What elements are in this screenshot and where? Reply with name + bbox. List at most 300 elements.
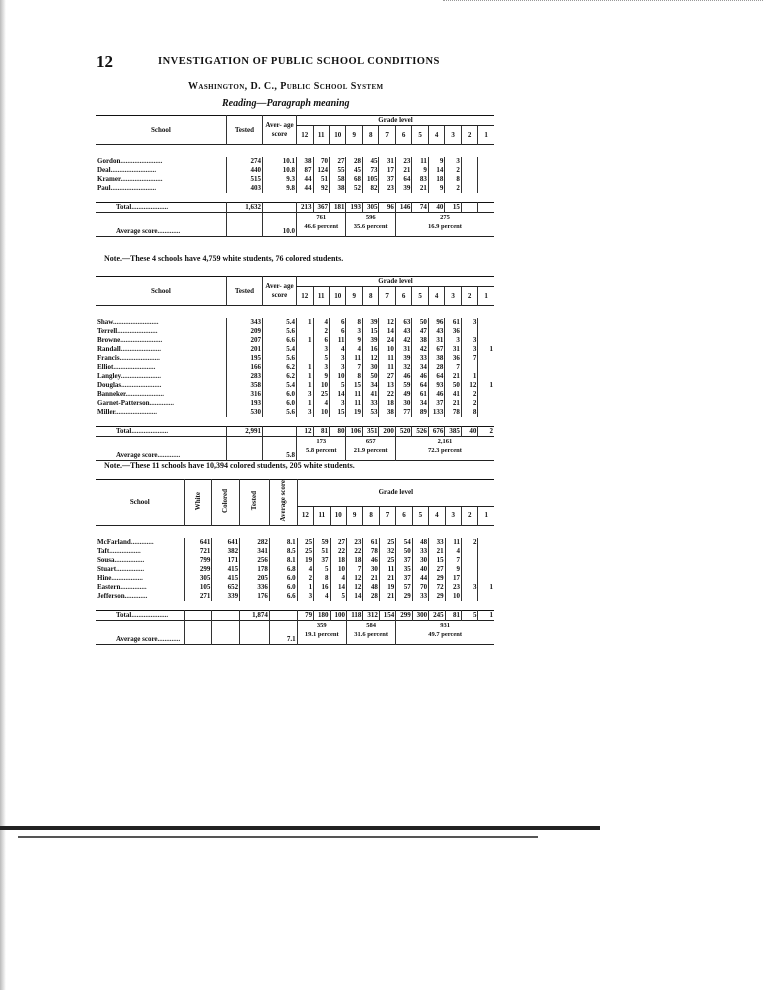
grade-cell: 11	[379, 565, 395, 574]
grade-cell: 4	[313, 318, 329, 327]
grade-cell: 50	[362, 372, 378, 381]
total-grade-cell: 40	[461, 427, 477, 437]
grade-cell: 30	[362, 363, 378, 372]
group-count: 359	[316, 621, 327, 629]
grade-cell: 70	[412, 583, 428, 592]
grade-col-header: 2	[462, 506, 478, 525]
col-school: School	[151, 286, 171, 295]
white-cell: 305	[184, 574, 212, 583]
grade-col-header: 8	[362, 287, 378, 306]
grade-cell: 29	[396, 592, 412, 601]
grade-col-header: 3	[445, 506, 461, 525]
grade-cell: 29	[429, 574, 445, 583]
total-grade-cell: 12	[297, 427, 313, 437]
grade-cell: 38	[297, 157, 313, 166]
grade-cell: 52	[346, 184, 362, 193]
grade-cell: 3	[313, 363, 329, 372]
grade-cell: 38	[428, 354, 444, 363]
group-percent: 46.6 percent	[304, 223, 339, 230]
grade-cell: 105	[362, 175, 378, 184]
grade-cell: 78	[363, 547, 379, 556]
grade-cell	[461, 184, 477, 193]
table-row	[96, 547, 494, 556]
grade-cell: 25	[297, 538, 313, 547]
table-row	[96, 184, 494, 193]
grade-cell: 5	[330, 592, 346, 601]
grade-cell: 18	[379, 399, 395, 408]
avg-cell: 6.6	[263, 336, 297, 345]
grade-cell: 9	[346, 336, 362, 345]
grade-cell: 1	[297, 336, 313, 345]
col-tested: Tested	[240, 480, 270, 526]
grade-col-header: 5	[412, 287, 428, 306]
grade-cell: 9	[412, 166, 428, 175]
group-percent: 5.8 percent	[305, 447, 337, 454]
grade-cell: 11	[346, 399, 362, 408]
dot-leader: .......................	[121, 381, 162, 389]
tested-cell: 274	[226, 157, 262, 166]
total-grade-cell: 118	[346, 610, 362, 620]
grade-cell	[478, 538, 494, 547]
tested-cell: 166	[226, 363, 262, 372]
grade-col-header: 1	[478, 126, 494, 145]
grade-cell: 2	[462, 538, 478, 547]
tested-cell: 176	[240, 592, 270, 601]
col-school: School	[151, 125, 171, 134]
grade-cell	[461, 363, 477, 372]
grade-cell: 13	[379, 381, 395, 390]
group-percent: 49.7 percent	[428, 630, 463, 638]
grade-cell: 34	[362, 381, 378, 390]
table-row	[96, 354, 494, 363]
avg-cell: 5.4	[263, 345, 297, 354]
grade-cell: 38	[412, 336, 428, 345]
grade-cell: 9	[313, 372, 329, 381]
table3-body	[96, 525, 494, 644]
grade-cell	[478, 399, 494, 408]
school-name: Eastern...............	[97, 582, 147, 591]
grade-cell: 10	[313, 381, 329, 390]
white-cell: 271	[184, 592, 212, 601]
average-score-row	[96, 437, 494, 461]
grade-cell: 4	[346, 345, 362, 354]
dot-leader: .............	[124, 591, 148, 600]
avg-cell: 5.6	[263, 354, 297, 363]
total-tested: 1,874	[240, 610, 270, 620]
table-row	[96, 175, 494, 184]
dot-leader: .............	[130, 537, 154, 546]
total-grade-cell: 180	[314, 610, 330, 620]
total-tested: 1,632	[226, 203, 262, 213]
grade-cell: 31	[379, 157, 395, 166]
tested-cell: 283	[226, 372, 262, 381]
grade-cell: 28	[346, 157, 362, 166]
grade-cell: 8	[461, 408, 477, 417]
grade-cell: 31	[395, 345, 411, 354]
grade-cell	[478, 354, 494, 363]
grade-col-header: 9	[346, 506, 362, 525]
grade-cell: 5	[329, 381, 345, 390]
group-count: 2,161	[437, 438, 453, 445]
col-white: White	[184, 480, 212, 526]
group-percent: 21.9 percent	[353, 447, 388, 454]
total-row	[96, 203, 494, 213]
score-group	[395, 437, 494, 461]
grade-cell	[478, 318, 494, 327]
grade-cell	[478, 336, 494, 345]
total-grade-cell: 40	[428, 203, 444, 213]
grade-cell: 23	[445, 583, 461, 592]
total-grade-cell: 80	[329, 427, 345, 437]
grade-cell: 39	[362, 336, 378, 345]
grade-cell	[461, 175, 477, 184]
grade-cell: 1	[478, 381, 494, 390]
school-name: Francis.......................	[97, 354, 160, 362]
colored-cell: 415	[212, 574, 240, 583]
school-name: Banneker......................	[97, 390, 165, 398]
table-row	[96, 363, 494, 372]
group-count: 173	[316, 438, 327, 445]
grade-cell: 22	[346, 547, 362, 556]
school-name: Randall.......................	[97, 345, 161, 353]
grade-col-header: 8	[363, 506, 379, 525]
grade-cell: 51	[314, 547, 330, 556]
avg-cell: 5.4	[263, 318, 297, 327]
empty-cell	[263, 427, 297, 437]
dot-leader: ........................	[120, 336, 163, 344]
grade-cell: 16	[314, 583, 330, 592]
total-grade-cell: 526	[412, 427, 428, 437]
group-percent: 16.9 percent	[428, 223, 462, 230]
grade-cell: 9	[445, 565, 461, 574]
grade-cell: 1	[297, 318, 313, 327]
grade-cell: 37	[379, 175, 395, 184]
grade-cell: 12	[346, 583, 362, 592]
group-count: 761	[316, 214, 327, 221]
dot-leader: .............	[157, 451, 181, 459]
total-grade-cell: 5	[462, 610, 478, 620]
grade-cell: 3	[329, 399, 345, 408]
tested-cell: 403	[226, 184, 262, 193]
table-row	[96, 399, 494, 408]
grade-cell: 37	[396, 574, 412, 583]
empty-cell	[226, 437, 262, 461]
dot-leader: .......................	[119, 354, 160, 362]
grade-cell: 2	[445, 184, 461, 193]
grade-cell: 18	[330, 556, 346, 565]
white-cell: 721	[184, 547, 212, 556]
grade-cell: 15	[429, 556, 445, 565]
grade-cell: 45	[362, 157, 378, 166]
total-grade-cell: 79	[297, 610, 313, 620]
grade-cell: 64	[395, 175, 411, 184]
grade-cell: 87	[297, 166, 313, 175]
group-count: 275	[440, 214, 450, 221]
avg-cell: 6.2	[263, 372, 297, 381]
total-grade-cell: 245	[429, 610, 445, 620]
note-2: Note.—These 11 schools have 10,394 colored students, 205 white students.	[104, 461, 355, 470]
colored-cell: 339	[212, 592, 240, 601]
spacer-row	[96, 417, 494, 427]
grade-cell: 50	[412, 318, 428, 327]
grade-cell	[478, 547, 494, 556]
grade-cell: 46	[363, 556, 379, 565]
school-name: Douglas.......................	[97, 381, 162, 389]
grade-cell: 21	[363, 574, 379, 583]
total-grade-cell: 520	[395, 427, 411, 437]
tested-cell: 195	[226, 354, 262, 363]
col-colored: Colored	[212, 480, 240, 526]
table-row	[96, 381, 494, 390]
total-grade-cell: 106	[346, 427, 362, 437]
grade-cell: 1	[478, 583, 494, 592]
grade-cell: 23	[395, 157, 411, 166]
grade-cell: 14	[428, 166, 444, 175]
grade-cell: 3	[297, 592, 313, 601]
grade-cell: 19	[346, 408, 362, 417]
page-edge-shadow	[0, 0, 6, 990]
colored-cell: 382	[212, 547, 240, 556]
dot-leader: ........................	[120, 175, 163, 183]
group-count: 584	[366, 621, 376, 629]
grade-cell: 7	[346, 363, 362, 372]
grade-col-header: 12	[297, 287, 313, 306]
running-head: INVESTIGATION OF PUBLIC SCHOOL CONDITIONS	[158, 56, 440, 67]
grade-cell: 25	[379, 556, 395, 565]
grade-cell: 2	[461, 399, 477, 408]
grade-cell: 59	[395, 381, 411, 390]
table-row	[96, 565, 494, 574]
grade-col-header: 10	[329, 126, 345, 145]
avg-cell: 10.1	[263, 157, 297, 166]
grade-cell: 58	[329, 175, 345, 184]
school-name: Shaw..........................	[97, 318, 159, 326]
table-row	[96, 538, 494, 547]
grade-cell: 3	[313, 345, 329, 354]
grade-col-header: 11	[313, 126, 329, 145]
grade-cell: 9	[428, 157, 444, 166]
grade-cell: 11	[346, 390, 362, 399]
grade-cell: 53	[362, 408, 378, 417]
grade-cell: 29	[429, 592, 445, 601]
grade-cell: 35	[396, 565, 412, 574]
grade-col-header: 5	[412, 506, 428, 525]
grade-cell: 124	[313, 166, 329, 175]
grade-col-header: 8	[362, 126, 378, 145]
total-grade-cell: 96	[379, 203, 395, 213]
grade-cell: 27	[330, 538, 346, 547]
dot-leader: .............	[157, 634, 181, 643]
col-grade-level: Grade level	[297, 480, 494, 507]
grade-cell: 27	[379, 372, 395, 381]
grade-cell: 21	[379, 574, 395, 583]
scan-edge-line	[0, 826, 600, 830]
grade-cell: 15	[362, 327, 378, 336]
table-row	[96, 583, 494, 592]
total-grade-cell: 305	[362, 203, 378, 213]
tested-cell: 205	[240, 574, 270, 583]
grade-cell	[478, 363, 494, 372]
grade-col-header: 6	[395, 126, 411, 145]
tested-cell: 193	[226, 399, 262, 408]
grade-cell: 39	[395, 354, 411, 363]
total-grade-cell: 300	[412, 610, 428, 620]
grade-cell: 22	[330, 547, 346, 556]
grade-cell	[478, 574, 494, 583]
grade-cell: 8	[346, 372, 362, 381]
grade-cell: 49	[395, 390, 411, 399]
colored-cell: 415	[212, 565, 240, 574]
grade-cell: 39	[362, 318, 378, 327]
empty-cell	[212, 610, 240, 620]
grade-cell: 3	[461, 336, 477, 345]
table-row	[96, 336, 494, 345]
grade-cell: 1	[297, 372, 313, 381]
grade-cell	[478, 184, 494, 193]
grade-cell: 27	[429, 565, 445, 574]
table2-body	[96, 306, 494, 461]
white-cell: 641	[184, 538, 212, 547]
grade-cell: 12	[461, 381, 477, 390]
grade-cell: 64	[412, 381, 428, 390]
grade-cell: 83	[412, 175, 428, 184]
grade-col-header: 12	[297, 126, 313, 145]
grade-col-header: 1	[478, 506, 494, 525]
empty-cell	[263, 203, 297, 213]
total-grade-cell: 81	[445, 610, 461, 620]
grade-cell: 30	[363, 565, 379, 574]
grade-col-header: 4	[428, 287, 444, 306]
group-percent: 35.6 percent	[353, 223, 388, 230]
empty-cell	[240, 620, 270, 644]
grade-col-header: 3	[445, 287, 461, 306]
grade-cell	[478, 157, 494, 166]
white-cell: 105	[184, 583, 212, 592]
grade-cell: 10	[379, 345, 395, 354]
grade-cell: 54	[396, 538, 412, 547]
score-group	[396, 620, 494, 644]
col-average-score: Average score	[269, 480, 297, 526]
grade-cell: 41	[362, 390, 378, 399]
school-name: McFarland.............	[97, 537, 154, 546]
average-label: Average score.............	[116, 227, 181, 235]
col-average-score: Aver- age score	[263, 116, 297, 145]
grade-cell: 3	[297, 408, 313, 417]
school-name: Browne........................	[97, 336, 163, 344]
score-group	[346, 437, 395, 461]
grade-cell: 31	[445, 345, 461, 354]
grade-cell: 25	[313, 390, 329, 399]
grade-cell: 3	[329, 354, 345, 363]
score-group	[297, 213, 346, 237]
empty-cell	[269, 610, 297, 620]
grade-cell: 14	[329, 390, 345, 399]
grade-cell	[478, 408, 494, 417]
total-grade-cell: 100	[330, 610, 346, 620]
table-row	[96, 556, 494, 565]
empty-cell	[184, 610, 212, 620]
grade-cell: 11	[379, 354, 395, 363]
grade-cell: 4	[330, 574, 346, 583]
grade-cell: 3	[461, 318, 477, 327]
total-grade-cell	[478, 203, 494, 213]
table-row	[96, 408, 494, 417]
table-row	[96, 574, 494, 583]
spacer-row	[96, 145, 494, 158]
average-score-row	[96, 213, 494, 237]
grade-cell: 11	[329, 336, 345, 345]
tested-cell: 530	[226, 408, 262, 417]
grade-cell	[478, 592, 494, 601]
grade-cell: 45	[346, 166, 362, 175]
grade-cell: 17	[379, 166, 395, 175]
total-grade-cell: 74	[412, 203, 428, 213]
grade-col-header: 5	[412, 126, 428, 145]
total-grade-cell: 15	[445, 203, 461, 213]
grade-col-header: 2	[461, 126, 477, 145]
avg-cell: 6.2	[263, 363, 297, 372]
tested-cell: 515	[226, 175, 262, 184]
grade-cell: 21	[445, 372, 461, 381]
dot-leader: .....................	[131, 610, 169, 619]
white-cell: 299	[184, 565, 212, 574]
dot-leader: .....................	[131, 203, 169, 211]
grade-cell: 39	[395, 184, 411, 193]
tested-cell: 178	[240, 565, 270, 574]
grade-cell: 4	[313, 399, 329, 408]
total-grade-cell: 1	[478, 610, 494, 620]
tested-cell: 282	[240, 538, 270, 547]
grade-cell: 33	[412, 547, 428, 556]
tested-cell: 207	[226, 336, 262, 345]
grade-cell: 4	[445, 547, 461, 556]
grade-cell	[478, 327, 494, 336]
grade-cell: 36	[445, 327, 461, 336]
grade-cell	[461, 157, 477, 166]
grade-cell: 64	[428, 372, 444, 381]
grade-cell: 14	[346, 592, 362, 601]
grade-cell: 3	[462, 583, 478, 592]
total-label: Total.....................	[116, 203, 169, 211]
grade-cell: 21	[412, 184, 428, 193]
group-percent: 31.6 percent	[354, 630, 389, 638]
grade-cell: 1	[297, 363, 313, 372]
school-name: Sousa.................	[97, 555, 145, 564]
grade-col-header: 4	[429, 506, 445, 525]
grade-col-header: 6	[395, 287, 411, 306]
grade-cell: 12	[379, 318, 395, 327]
total-grade-cell: 2	[478, 427, 494, 437]
dot-leader: ..........................	[110, 184, 157, 192]
grade-cell: 48	[363, 583, 379, 592]
table1-body	[96, 145, 494, 237]
grade-cell: 47	[412, 327, 428, 336]
grade-col-header: 11	[313, 287, 329, 306]
grade-cell: 8	[445, 175, 461, 184]
avg-cell: 6.0	[269, 583, 297, 592]
col-grade-level: Grade level	[297, 116, 494, 126]
avg-cell: 5.6	[263, 408, 297, 417]
grade-cell: 50	[396, 547, 412, 556]
grade-cell: 17	[445, 574, 461, 583]
dot-leader: ........................	[120, 157, 163, 165]
table-row	[96, 390, 494, 399]
table-row	[96, 318, 494, 327]
grade-cell: 21	[445, 399, 461, 408]
tested-cell: 336	[240, 583, 270, 592]
average-value: 5.8	[263, 437, 297, 461]
total-grade-cell: 154	[379, 610, 395, 620]
